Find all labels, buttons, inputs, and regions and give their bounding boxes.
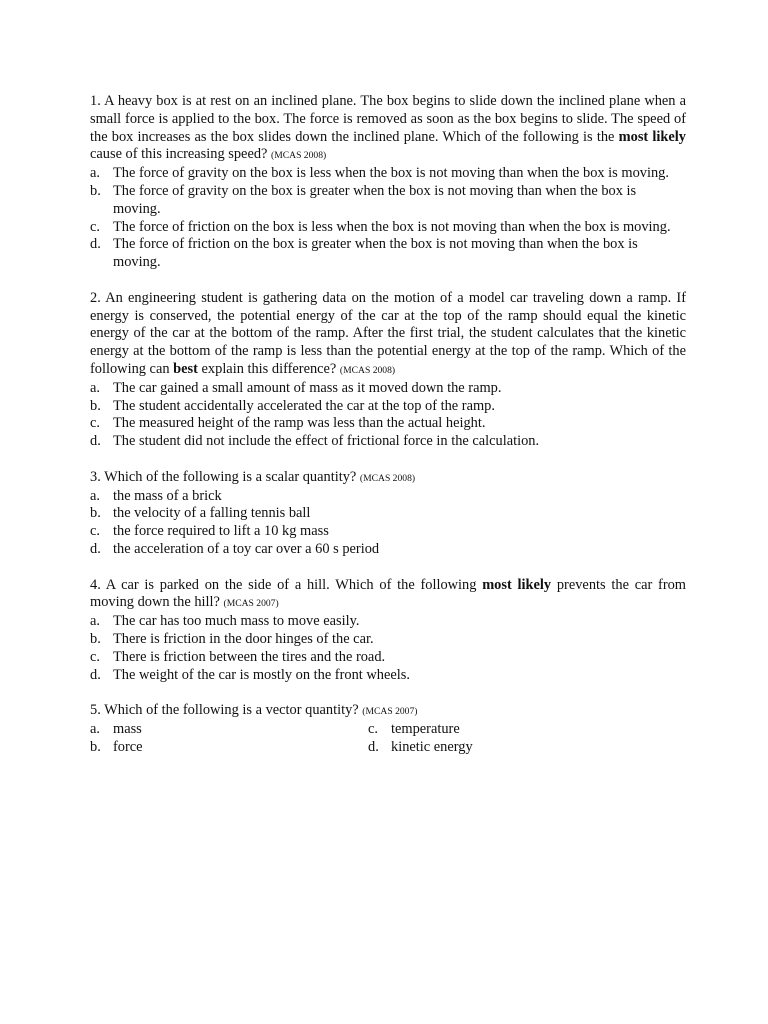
question-2-option-b bbox=[90, 398, 686, 416]
question-5-options bbox=[90, 721, 686, 757]
option-text: The student accidentally accelerated the car at the top of the ramp. bbox=[113, 397, 495, 414]
option-text: kinetic energy bbox=[391, 738, 473, 755]
option-text: force bbox=[113, 738, 143, 755]
option-text: There is friction between the tires and the road. bbox=[113, 648, 386, 665]
option-letter: c. bbox=[90, 523, 100, 540]
option-letter: a. bbox=[90, 379, 100, 396]
question-4-text: 4. A car is parked on the side of a hill. Which of the following bbox=[90, 576, 483, 593]
option-letter: c. bbox=[368, 720, 378, 737]
question-list bbox=[90, 93, 686, 775]
question-5-option-b bbox=[90, 739, 373, 757]
option-text: The car has too much mass to move easily. bbox=[113, 613, 360, 630]
question-2-option-d bbox=[90, 433, 686, 451]
option-text: the acceleration of a toy car over a 60 s period bbox=[113, 540, 380, 557]
question-1-stem bbox=[90, 93, 686, 165]
option-letter: d. bbox=[90, 540, 101, 557]
question-1-emphasis: most likely bbox=[618, 128, 686, 145]
question-1-option-c bbox=[90, 219, 686, 237]
option-letter: d. bbox=[90, 236, 101, 253]
question-5 bbox=[90, 702, 686, 757]
question-1-source: (MCAS 2008) bbox=[271, 150, 327, 162]
option-text: The measured height of the ramp was less than the actual height. bbox=[113, 415, 486, 432]
option-text: the velocity of a falling tennis ball bbox=[113, 505, 311, 522]
option-text: The force of gravity on the box is greater when the box is not moving than when the box is moving. bbox=[113, 182, 637, 217]
option-letter: d. bbox=[368, 738, 379, 755]
question-4-stem bbox=[90, 577, 686, 614]
question-2-option-c bbox=[90, 415, 686, 433]
option-letter: d. bbox=[90, 433, 101, 450]
option-letter: b. bbox=[90, 505, 101, 522]
question-2-source: (MCAS 2008) bbox=[339, 364, 396, 376]
question-2-emphasis: best bbox=[173, 360, 198, 377]
question-4-text-end: prevents the car from moving down the hill? bbox=[90, 576, 686, 611]
question-5-option-c bbox=[368, 721, 651, 739]
option-text: The force of friction on the box is less when the box is not moving than when the box is moving. bbox=[113, 218, 671, 235]
question-1-option-b bbox=[90, 183, 686, 219]
question-3-text: 3. Which of the following is a scalar quantity? bbox=[90, 468, 360, 485]
option-letter: c. bbox=[90, 648, 100, 665]
option-text: The car gained a small amount of mass as it moved down the ramp. bbox=[113, 379, 502, 396]
option-letter: d. bbox=[90, 666, 101, 683]
question-4-option-c bbox=[90, 649, 686, 667]
option-text: temperature bbox=[391, 720, 460, 737]
option-letter: b. bbox=[90, 397, 101, 414]
option-text: The force of friction on the box is greater when the box is not moving than when the box is moving. bbox=[113, 236, 638, 271]
question-2-text-end: explain this difference? bbox=[197, 360, 340, 377]
question-1 bbox=[90, 93, 686, 272]
question-3-source: (MCAS 2008) bbox=[359, 472, 416, 484]
question-3-option-a bbox=[90, 488, 686, 506]
option-letter: a. bbox=[90, 487, 100, 504]
question-2 bbox=[90, 290, 686, 451]
question-4 bbox=[90, 577, 686, 685]
question-5-option-a bbox=[90, 721, 373, 739]
question-3-option-c bbox=[90, 523, 686, 541]
question-5-text: 5. Which of the following is a vector quantity? bbox=[90, 702, 363, 719]
question-1-option-d bbox=[90, 236, 686, 272]
option-text: the mass of a brick bbox=[113, 487, 222, 504]
question-2-option-a bbox=[90, 380, 686, 398]
option-letter: a. bbox=[90, 720, 100, 737]
option-letter: b. bbox=[90, 182, 101, 199]
question-3 bbox=[90, 469, 686, 559]
option-letter: a. bbox=[90, 613, 100, 630]
option-letter: c. bbox=[90, 415, 100, 432]
option-text: mass bbox=[113, 720, 142, 737]
question-1-option-a bbox=[90, 165, 686, 183]
question-4-option-b bbox=[90, 631, 686, 649]
question-3-stem bbox=[90, 469, 686, 488]
option-text: The weight of the car is mostly on the front wheels. bbox=[113, 666, 410, 683]
question-4-option-d bbox=[90, 667, 686, 685]
question-4-source: (MCAS 2007) bbox=[223, 598, 279, 610]
option-text: The force of gravity on the box is less when the box is not moving than when the box is moving. bbox=[113, 165, 669, 182]
question-5-stem bbox=[90, 702, 686, 721]
question-4-option-a bbox=[90, 613, 686, 631]
question-3-option-b bbox=[90, 505, 686, 523]
question-1-text-end: cause of this increasing speed? bbox=[90, 146, 272, 163]
question-2-stem bbox=[90, 290, 686, 380]
option-letter: b. bbox=[90, 738, 101, 755]
question-2-text: 2. An engineering student is gathering data on the motion of a model car traveling down a ramp. If energy is conserved, the potential energy of the car at the top of the ramp should equal the kinetic energy of the car at the bottom of the ramp. After the first trial, the student calculates that the kinetic energy at the bottom of the ramp is less than the potential energy at the top of the ramp. Which of the following can bbox=[90, 289, 686, 377]
option-letter: b. bbox=[90, 630, 101, 647]
option-letter: c. bbox=[90, 218, 100, 235]
question-1-text: 1. A heavy box is at rest on an inclined plane. The box begins to slide down the inclined plane when a small force is applied to the box. The force is removed as soon as the box begins to slide. The speed of the box increases as the box slides down the inclined plane. Which of the following is the bbox=[90, 93, 686, 145]
question-3-option-d bbox=[90, 541, 686, 559]
question-5-source: (MCAS 2007) bbox=[362, 706, 418, 718]
option-letter: a. bbox=[90, 165, 100, 182]
question-4-emphasis: most likely bbox=[482, 576, 552, 593]
question-5-option-d bbox=[368, 739, 651, 757]
option-text: There is friction in the door hinges of the car. bbox=[113, 630, 374, 647]
option-text: the force required to lift a 10 kg mass bbox=[113, 523, 329, 540]
option-text: The student did not include the effect of frictional force in the calculation. bbox=[113, 433, 540, 450]
